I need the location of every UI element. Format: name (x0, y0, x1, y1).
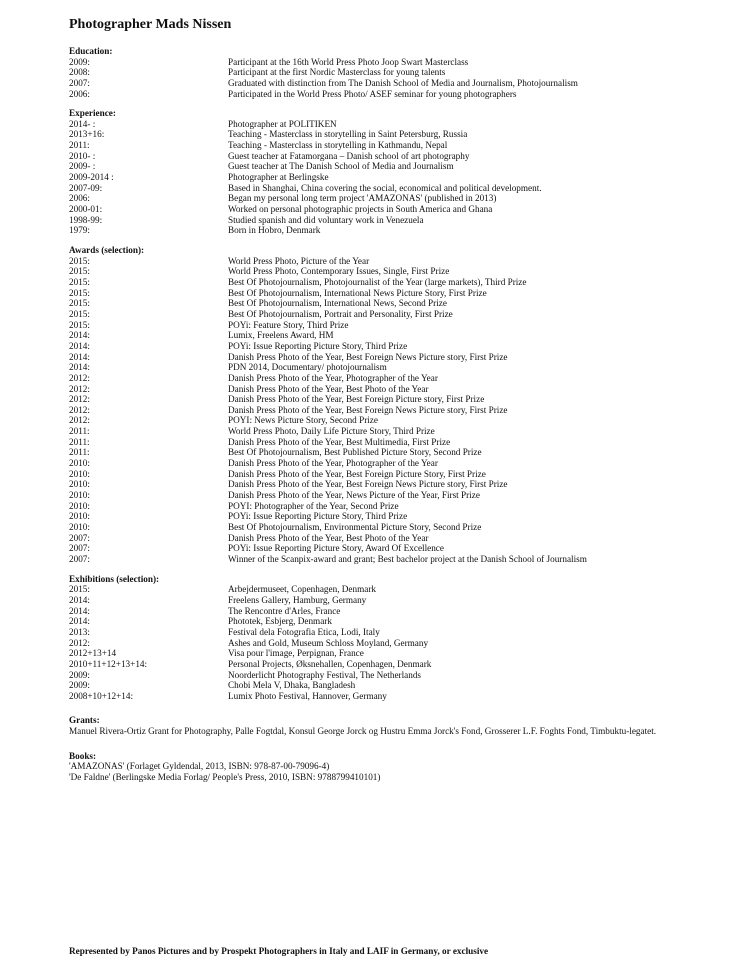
experience-description: Photographer at Berlingske (228, 172, 329, 183)
exhibitions-year: 2015: (69, 584, 90, 595)
experience-description: Born in Hobro, Denmark (228, 225, 321, 236)
exhibitions-description: Noorderlicht Photography Festival, The Netherlands (228, 669, 421, 680)
awards-row (69, 362, 729, 373)
awards-year: 2015: (69, 255, 90, 266)
awards-year: 2015: (69, 266, 90, 277)
awards-year: 2007: (69, 554, 90, 564)
exhibitions-year: 2008+10+12+14: (69, 690, 134, 701)
awards-description: Best Of Photojournalism, International News Picture Story, First Prize (228, 287, 487, 298)
awards-description: Best Of Photojournalism, Portrait and Personality, First Prize (228, 308, 453, 319)
education-section (69, 46, 729, 99)
awards-row (69, 405, 729, 416)
awards-year: 2015: (69, 319, 90, 330)
exhibitions-row (69, 638, 729, 649)
awards-description: Danish Press Photo of the Year, News Picture of the Year, First Prize (228, 490, 480, 501)
experience-description: Photographer at POLITIKEN (228, 118, 337, 129)
experience-year: 2014- : (69, 118, 96, 129)
awards-year: 2011: (69, 447, 90, 458)
exhibitions-year: 2012+13+14 (69, 648, 117, 659)
grants-heading: Grants: (69, 715, 100, 726)
exhibitions-description: Ashes and Gold, Museum Schloss Moyland, Germany (228, 637, 429, 648)
awards-description: Danish Press Photo of the Year, Best Foreign News Picture story, First Prize (228, 404, 508, 415)
experience-row (69, 193, 729, 204)
awards-row (69, 298, 729, 309)
experience-row (69, 129, 729, 140)
awards-row (69, 501, 729, 512)
exhibitions-year: 2010+11+12+13+14: (69, 658, 148, 669)
exhibitions-row (69, 584, 729, 595)
experience-year: 2007-09: (69, 182, 103, 193)
awards-year: 2015: (69, 298, 90, 309)
exhibitions-row (69, 680, 729, 691)
exhibitions-row (69, 616, 729, 627)
exhibitions-description: Visa pour l'image, Perpignan, France (228, 648, 364, 659)
exhibitions-year: 2013: (69, 626, 90, 637)
awards-year: 2007: (69, 543, 90, 554)
awards-year: 2011: (69, 436, 90, 447)
awards-description: Danish Press Photo of the Year, Best Foreign News Picture story, First Prize (228, 351, 508, 362)
awards-row (69, 266, 729, 277)
awards-row (69, 426, 729, 437)
awards-row (69, 479, 729, 490)
awards-year: 2010: (69, 500, 90, 511)
awards-description: Danish Press Photo of the Year, Photographer of the Year (228, 372, 438, 383)
education-row (69, 57, 729, 68)
awards-row (69, 533, 729, 544)
awards-row (69, 330, 729, 341)
education-row (69, 67, 729, 78)
awards-description: Best Of Photojournalism, Best Published Picture Story, Second Prize (228, 447, 482, 458)
awards-row (69, 352, 729, 363)
awards-row (69, 458, 729, 469)
awards-year: 2014: (69, 351, 90, 362)
exhibitions-year: 2014: (69, 594, 90, 605)
experience-row (69, 140, 729, 151)
exhibitions-row (69, 627, 729, 638)
awards-year: 2014: (69, 330, 90, 341)
awards-year: 2012: (69, 372, 90, 383)
awards-heading: Awards (selection): (69, 245, 145, 256)
book-line: 'AMAZONAS' (Forlaget Gyldendal, 2013, ISBN: 978-87-00-79096-4) (69, 761, 330, 772)
experience-year: 2009-2014 : (69, 172, 114, 183)
awards-row (69, 288, 729, 299)
awards-description: Danish Press Photo of the Year, Best Foreign News Picture story, First Prize (228, 479, 508, 490)
page-title: Photographer Mads Nissen (69, 17, 232, 32)
education-row (69, 89, 729, 100)
awards-row (69, 394, 729, 405)
awards-description: Winner of the Scanpix-award and grant; Best bachelor project at the Danish School of Journalism (228, 554, 587, 564)
experience-year: 2011: (69, 140, 90, 151)
education-row (69, 78, 729, 89)
awards-year: 2012: (69, 383, 90, 394)
experience-year: 1979: (69, 225, 90, 236)
awards-year: 2011: (69, 426, 90, 437)
awards-year: 2010: (69, 458, 90, 469)
awards-description: Best Of Photojournalism, Photojournalist of the Year (large markets), Third Prize (228, 276, 527, 287)
education-year: 2008: (69, 67, 90, 78)
experience-list (69, 119, 729, 236)
awards-description: POYi: Feature Story, Third Prize (228, 319, 349, 330)
book-line: 'De Faldne' (Berlingske Media Forlag/ People's Press, 2010, ISBN: 9788799410101) (69, 771, 381, 782)
awards-description: POYI: Photographer of the Year, Second Prize (228, 500, 399, 511)
exhibitions-row (69, 595, 729, 606)
awards-description: World Press Photo, Picture of the Year (228, 255, 370, 266)
awards-year: 2010: (69, 468, 90, 479)
education-list (69, 57, 729, 100)
awards-row (69, 256, 729, 267)
exhibitions-description: Freelens Gallery, Hamburg, Germany (228, 594, 367, 605)
experience-row (69, 119, 729, 130)
experience-description: Worked on personal photographic projects in South America and Ghana (228, 204, 493, 215)
education-year: 2007: (69, 77, 90, 88)
books-heading: Books: (69, 750, 97, 761)
awards-row (69, 511, 729, 522)
experience-description: Studied spanish and did voluntary work in Venezuela (228, 214, 424, 225)
awards-year: 2007: (69, 532, 90, 543)
awards-row (69, 447, 729, 458)
exhibitions-description: Chobi Mela V, Dhaka, Bangladesh (228, 680, 356, 691)
awards-description: Danish Press Photo of the Year, Photographer of the Year (228, 458, 438, 469)
awards-description: World Press Photo, Daily Life Picture Story, Third Prize (228, 426, 435, 437)
awards-list (69, 256, 729, 565)
education-year: 2009: (69, 56, 90, 67)
awards-year: 2014: (69, 362, 90, 373)
experience-year: 2010- : (69, 150, 96, 161)
awards-description: PDN 2014, Documentary/ photojournalism (228, 362, 387, 373)
awards-description: Danish Press Photo of the Year, Best Foreign Picture Story, First Prize (228, 468, 486, 479)
awards-description: Best Of Photojournalism, International News, Second Prize (228, 298, 447, 309)
education-description: Participated in the World Press Photo/ ASEF seminar for young photographers (228, 88, 517, 99)
awards-row (69, 437, 729, 448)
experience-heading: Experience: (69, 108, 116, 119)
awards-description: POYI: News Picture Story, Second Prize (228, 415, 378, 426)
awards-year: 2015: (69, 287, 90, 298)
awards-year: 2015: (69, 276, 90, 287)
experience-description: Guest teacher at Fatamorgana – Danish school of art photography (228, 150, 470, 161)
exhibitions-row (69, 606, 729, 617)
awards-row (69, 415, 729, 426)
experience-row (69, 161, 729, 172)
awards-row (69, 522, 729, 533)
awards-year: 2010: (69, 479, 90, 490)
exhibitions-year: 2009: (69, 669, 90, 680)
experience-description: Teaching - Masterclass in storytelling in Saint Petersburg, Russia (228, 129, 468, 140)
awards-description: POYi: Issue Reporting Picture Story, Award Of Excellence (228, 543, 444, 554)
education-description: Graduated with distinction from The Danish School of Media and Journalism, Photojournalism (228, 77, 578, 88)
experience-year: 2009- : (69, 161, 96, 172)
experience-description: Began my personal long term project 'AMAZONAS' (published in 2013) (228, 193, 497, 204)
grants-section (69, 715, 729, 736)
representation-line-cut: Represented by Panos Pictures and by Prospekt Photographers in Italy and LAIF in Germany, or exclusive (69, 946, 489, 956)
exhibitions-description: Arbejdermuseet, Copenhagen, Denmark (228, 584, 376, 595)
exhibitions-list (69, 584, 729, 701)
exhibitions-row (69, 659, 729, 670)
experience-description: Teaching - Masterclass in storytelling in Kathmandu, Nepal (228, 140, 448, 151)
exhibitions-section (69, 574, 729, 702)
experience-description: Based in Shanghai, China covering the social, economical and political development. (228, 182, 542, 193)
awards-year: 2012: (69, 415, 90, 426)
exhibitions-description: Phototek, Esbjerg, Denmark (228, 616, 332, 627)
awards-description: POYi: Issue Reporting Picture Story, Third Prize (228, 340, 408, 351)
experience-year: 2006: (69, 193, 90, 204)
awards-row (69, 384, 729, 395)
books-section (69, 751, 729, 783)
experience-section (69, 108, 729, 236)
exhibitions-description: Personal Projects, Øksnehallen, Copenhagen, Denmark (228, 658, 432, 669)
awards-year: 2012: (69, 404, 90, 415)
experience-row (69, 215, 729, 226)
awards-description: Danish Press Photo of the Year, Best Foreign Picture story, First Prize (228, 394, 485, 405)
awards-row (69, 341, 729, 352)
awards-description: Danish Press Photo of the Year, Best Multimedia, First Prize (228, 436, 451, 447)
experience-year: 2013+16: (69, 129, 105, 140)
experience-year: 1998-99: (69, 214, 103, 225)
exhibitions-year: 2014: (69, 616, 90, 627)
awards-row (69, 554, 729, 565)
experience-row (69, 225, 729, 236)
awards-row (69, 320, 729, 331)
awards-year: 2014: (69, 340, 90, 351)
experience-row (69, 183, 729, 194)
awards-description: Lumix, Freelens Award, HM (228, 330, 334, 341)
experience-row (69, 151, 729, 162)
awards-year: 2015: (69, 308, 90, 319)
awards-year: 2010: (69, 511, 90, 522)
awards-year: 2010: (69, 490, 90, 501)
cv-page (69, 16, 729, 792)
exhibitions-row (69, 670, 729, 681)
awards-row (69, 277, 729, 288)
awards-row (69, 490, 729, 501)
awards-year: 2010: (69, 522, 90, 533)
exhibitions-row (69, 648, 729, 659)
exhibitions-row (69, 691, 729, 702)
exhibitions-heading: Exhibitions (selection): (69, 573, 160, 584)
awards-description: POYi: Issue Reporting Picture Story, Third Prize (228, 511, 408, 522)
awards-description: Best Of Photojournalism, Environmental Picture Story, Second Prize (228, 522, 482, 533)
awards-row (69, 469, 729, 480)
education-year: 2006: (69, 88, 90, 99)
education-description: Participant at the 16th World Press Photo Joop Swart Masterclass (228, 56, 469, 67)
experience-row (69, 204, 729, 215)
awards-description: Danish Press Photo of the Year, Best Photo of the Year (228, 383, 429, 394)
exhibitions-year: 2014: (69, 605, 90, 616)
exhibitions-description: Lumix Photo Festival, Hannover, Germany (228, 690, 387, 701)
awards-row (69, 309, 729, 320)
exhibitions-description: Festival dela Fotografia Etica, Lodi, Italy (228, 626, 380, 637)
exhibitions-year: 2012: (69, 637, 90, 648)
awards-description: World Press Photo, Contemporary Issues, Single, First Prize (228, 266, 450, 277)
exhibitions-description: The Rencontre d'Arles, France (228, 605, 341, 616)
education-heading: Education: (69, 46, 113, 56)
awards-year: 2012: (69, 394, 90, 405)
grants-text: Manuel Rivera-Ortiz Grant for Photography, Palle Fogtdal, Konsul George Jorck og Hustru Emma Jorck's Fond, Grosserer L.F. Foghts Fond, Timbuktu-legatet. (69, 726, 657, 737)
awards-section (69, 245, 729, 565)
education-description: Participant at the first Nordic Masterclass for young talents (228, 67, 446, 78)
experience-description: Guest teacher at The Danish School of Media and Journalism (228, 161, 454, 172)
awards-row (69, 543, 729, 554)
awards-description: Danish Press Photo of the Year, Best Photo of the Year (228, 532, 429, 543)
awards-row (69, 373, 729, 384)
experience-row (69, 172, 729, 183)
experience-year: 2000-01: (69, 204, 103, 215)
exhibitions-year: 2009: (69, 680, 90, 691)
